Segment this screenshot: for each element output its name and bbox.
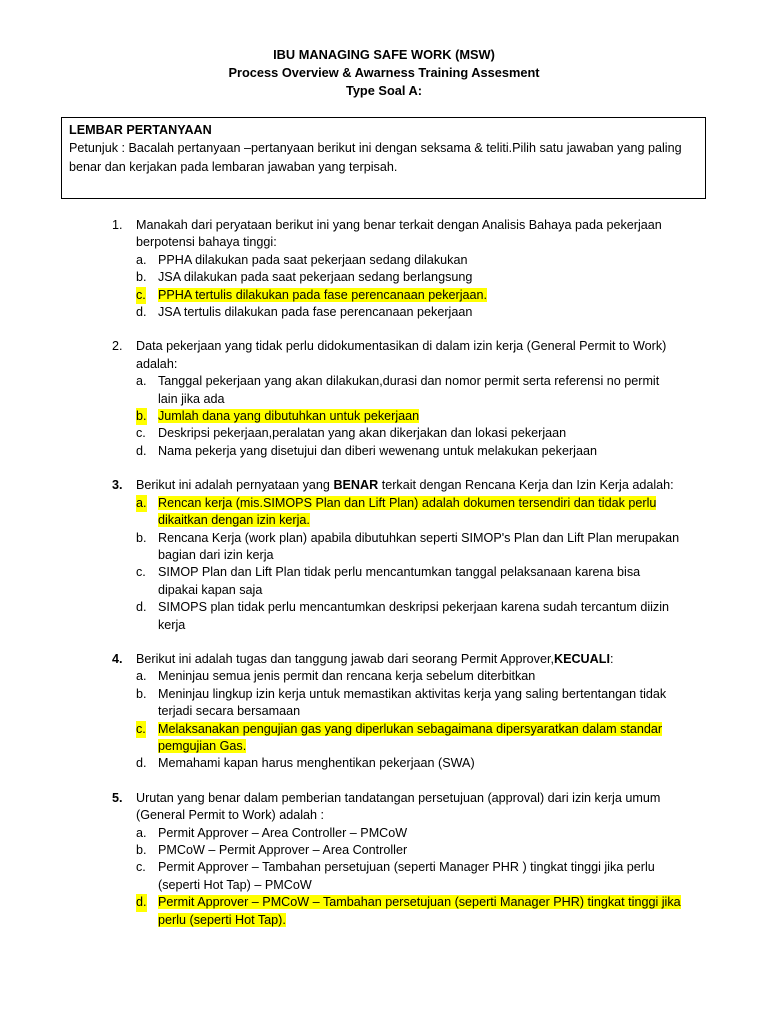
option-text: Nama pekerja yang disetujui dan diberi wewenang untuk melakukan pekerjaan xyxy=(158,443,597,458)
answer-option xyxy=(136,842,682,859)
option-letter: d. xyxy=(136,894,147,911)
question-number: 3. xyxy=(112,478,123,493)
question-item xyxy=(112,477,682,634)
option-text-highlighted: PPHA tertulis dilakukan pada fase perencanaan pekerjaan. xyxy=(158,287,488,302)
title-line-1: IBU MANAGING SAFE WORK (MSW) xyxy=(273,47,495,62)
option-text: JSA dilakukan pada saat pekerjaan sedang berlangsung xyxy=(158,270,473,285)
option-letter: c. xyxy=(136,426,146,441)
question-text-emphasis: KECUALI xyxy=(553,651,610,666)
answer-option xyxy=(136,425,682,442)
answer-option xyxy=(136,894,682,929)
option-text: Deskripsi pekerjaan,peralatan yang akan dikerjakan dan lokasi pekerjaan xyxy=(158,426,567,441)
option-text: Permit Approver – Tambahan persetujuan (seperti Manager PHR ) tingkat tinggi jika perlu (seperti Hot Tap) – PMCoW xyxy=(158,860,655,892)
instructions-text: Petunjuk : Bacalah pertanyaan –pertanyaan berikut ini dengan seksama & teliti.Pilih satu jawaban yang paling benar dan kerjakan pada lembaran jawaban yang terpisah. xyxy=(69,141,682,174)
question-text-part: Berikut ini adalah tugas dan tanggung jawab dari seorang Permit Approver, xyxy=(136,651,554,666)
option-text: Permit Approver – Area Controller – PMCoW xyxy=(158,825,408,840)
option-letter: a. xyxy=(136,669,147,684)
question-text xyxy=(136,338,682,373)
question-text-emphasis: BENAR xyxy=(333,478,379,493)
answer-options xyxy=(136,495,682,634)
answer-option xyxy=(136,530,682,565)
question-number: 1. xyxy=(112,218,123,232)
document-title-block xyxy=(0,46,768,100)
question-item xyxy=(112,338,682,460)
option-letter: d. xyxy=(136,600,147,615)
option-text-highlighted: Jumlah dana yang dibutuhkan untuk pekerjaan xyxy=(158,409,420,424)
option-text-highlighted: Melaksanakan pengujian gas yang diperlukan sebagaimana dipersyaratkan dalam standar pemgujian Gas. xyxy=(158,721,663,753)
answer-option xyxy=(136,564,682,599)
answer-options xyxy=(136,373,682,460)
answer-options xyxy=(136,668,682,772)
question-text-part: : xyxy=(609,651,614,666)
option-letter: b. xyxy=(136,270,147,285)
option-letter: c. xyxy=(136,721,146,738)
title-line-3: Type Soal A: xyxy=(345,83,423,98)
answer-option xyxy=(136,495,682,530)
instructions-heading: LEMBAR PERTANYAAN xyxy=(69,123,212,137)
answer-option xyxy=(136,304,682,321)
question-number: 2. xyxy=(112,339,123,354)
option-letter: c. xyxy=(136,287,146,304)
answer-option xyxy=(136,252,682,269)
option-text: SIMOPS plan tidak perlu mencantumkan deskripsi pekerjaan karena sudah tercantum diizin kerja xyxy=(158,600,670,632)
question-text-part: Urutan yang benar dalam pemberian tandatangan persetujuan (approval) dari izin kerja umum (General Permit to Work) adalah : xyxy=(136,790,661,823)
option-letter: a. xyxy=(136,495,147,512)
option-text: Meninjau semua jenis permit dan rencana kerja sebelum diterbitkan xyxy=(158,669,536,684)
question-item xyxy=(112,790,682,929)
answer-options xyxy=(136,825,682,929)
question-text xyxy=(136,217,682,252)
option-text: Meninjau lingkup izin kerja untuk memastikan aktivitas kerja yang saling bertentangan tidak terjadi secara bersamaan xyxy=(158,686,667,719)
question-item xyxy=(112,217,682,321)
option-letter: a. xyxy=(136,374,147,389)
option-letter: b. xyxy=(136,843,147,857)
answer-option xyxy=(136,668,682,685)
instructions-box xyxy=(61,117,706,199)
answer-option xyxy=(136,287,682,304)
option-letter: b. xyxy=(136,408,147,425)
question-number: 4. xyxy=(112,651,123,666)
answer-option xyxy=(136,269,682,286)
question-number: 5. xyxy=(112,790,123,805)
question-text-part: Data pekerjaan yang tidak perlu didokumentasikan di dalam izin kerja (General Permit to Work) adalah: xyxy=(136,339,667,371)
option-letter: a. xyxy=(136,825,147,840)
answer-option xyxy=(136,825,682,842)
option-letter: d. xyxy=(136,305,147,320)
answer-option xyxy=(136,443,682,460)
option-letter: b. xyxy=(136,686,147,701)
option-letter: c. xyxy=(136,565,146,580)
question-item xyxy=(112,651,682,773)
answer-option xyxy=(136,686,682,721)
answer-option xyxy=(136,721,682,756)
question-text xyxy=(136,651,682,668)
option-text: SIMOP Plan dan Lift Plan tidak perlu mencantumkan tanggal pelaksanaan karena bisa dipakai kapan saja xyxy=(158,565,641,597)
option-text-highlighted: Rencan kerja (mis.SIMOPS Plan dan Lift Plan) adalah dokumen tersendiri dan tidak perlu dikaitkan dengan izin kerja. xyxy=(158,495,657,528)
option-letter: a. xyxy=(136,252,147,267)
option-text-highlighted: Permit Approver – PMCoW – Tambahan persetujuan (seperti Manager PHR) tingkat tinggi jika perlu (seperti Hot Tap). xyxy=(158,895,681,927)
option-text: PPHA dilakukan pada saat pekerjaan sedang dilakukan xyxy=(158,252,468,267)
option-letter: b. xyxy=(136,530,147,545)
answer-option xyxy=(136,859,682,894)
option-text: JSA tertulis dilakukan pada fase perencanaan pekerjaan xyxy=(158,305,473,320)
question-text xyxy=(136,790,682,825)
answer-option xyxy=(136,755,682,772)
answer-options xyxy=(136,252,682,322)
question-text-part: terkait dengan Rencana Kerja dan Izin Kerja adalah: xyxy=(378,478,674,493)
option-letter: d. xyxy=(136,756,147,771)
option-letter: d. xyxy=(136,443,147,458)
question-text xyxy=(136,477,682,494)
option-text: Tanggal pekerjaan yang akan dilakukan,durasi dan nomor permit serta referensi no permit lain jika ada xyxy=(158,374,660,406)
option-text: Memahami kapan harus menghentikan pekerjaan (SWA) xyxy=(158,756,475,771)
title-line-2: Process Overview & Awarness Training Assesment xyxy=(228,65,540,80)
option-letter: c. xyxy=(136,860,146,875)
question-list xyxy=(112,217,682,946)
question-text-part: Berikut ini adalah pernyataan yang xyxy=(136,478,334,493)
answer-option xyxy=(136,408,682,425)
question-text-part: Manakah dari peryataan berikut ini yang benar terkait dengan Analisis Bahaya pada pekerjaan berpotensi bahaya tinggi: xyxy=(136,218,662,250)
answer-option xyxy=(136,373,682,408)
answer-option xyxy=(136,599,682,634)
option-text: PMCoW – Permit Approver – Area Controller xyxy=(158,843,408,857)
option-text: Rencana Kerja (work plan) apabila dibutuhkan seperti SIMOP's Plan dan Lift Plan merupakan bagian dari izin kerja xyxy=(158,530,680,562)
